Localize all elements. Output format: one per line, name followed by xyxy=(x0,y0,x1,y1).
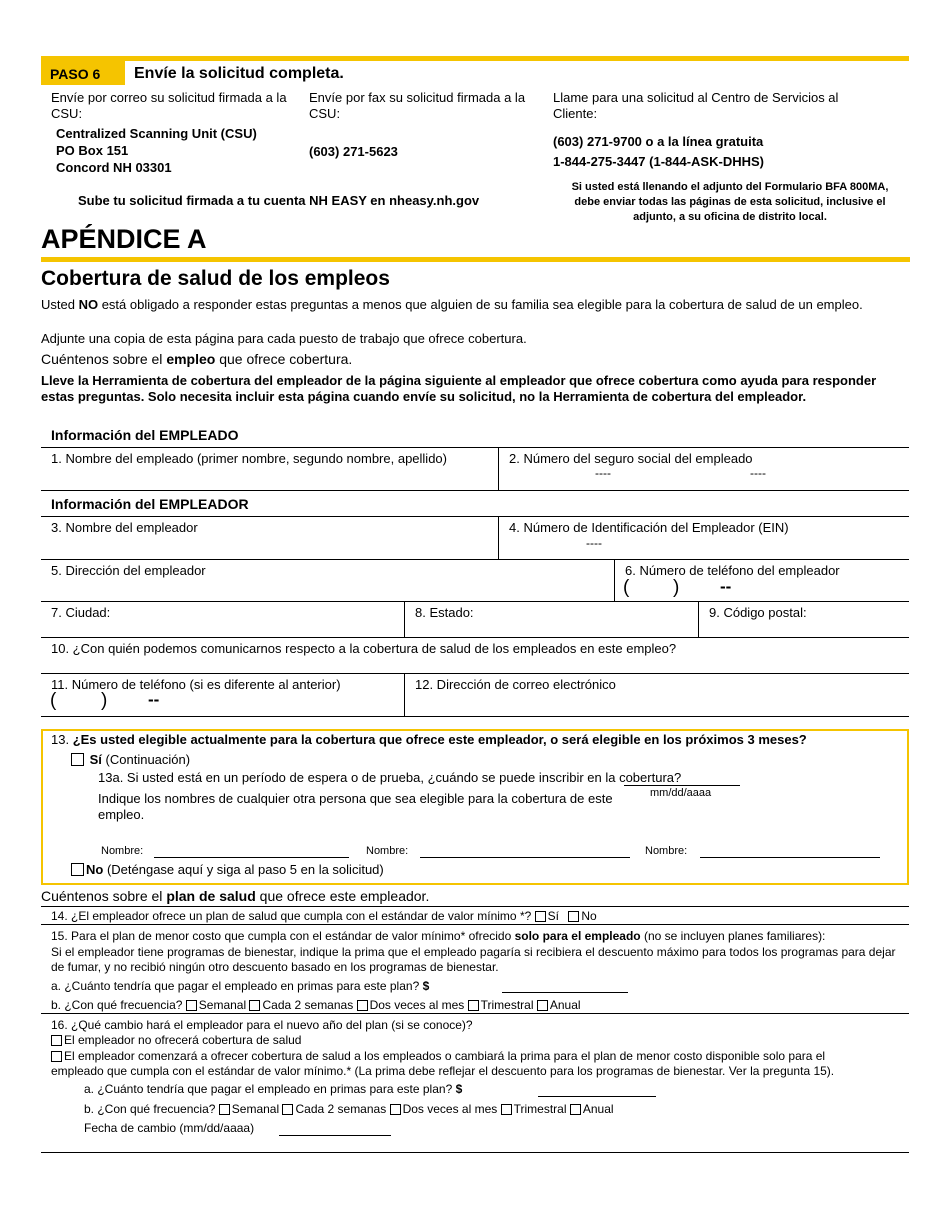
tell-pre: Cuéntenos sobre el xyxy=(41,351,167,367)
q16-opt1-label: El empleador no ofrecerá cobertura de salud xyxy=(64,1033,302,1047)
freq-checkbox-twice-monthly[interactable] xyxy=(357,1000,368,1011)
intro-pre: Usted xyxy=(41,297,79,312)
q13-text: ¿Es usted elegible actualmente para la cobertura que ofrece este empleador, o será elegible en los próximos 3 meses? xyxy=(72,732,807,747)
no-label: No xyxy=(86,862,104,877)
q15-bold: solo para el empleado xyxy=(514,929,641,943)
step-label: PASO 6 xyxy=(50,66,101,82)
q16a-amount-line[interactable] xyxy=(538,1096,656,1097)
q16-opt2-label: El empleador comenzará a ofrecer cobertura de salud a los empleados o cambiará la prima para el plan de menor costo disponible solo para el empleado que cumpla con el estándar de valor mínimo.* (La prima debe reflejar el descuento para los programas de bienestar. Ver la pregunta 15). xyxy=(51,1049,835,1078)
q16-freq-twice-monthly: Dos veces al mes xyxy=(402,1102,498,1116)
alt-phone-field[interactable] xyxy=(41,673,405,716)
q13a-date-line[interactable] xyxy=(624,785,740,786)
alt-phone-dash: -- xyxy=(148,690,160,709)
mail-address xyxy=(56,125,257,176)
divider xyxy=(41,924,909,925)
q13-others: Indique los nombres de cualquier otra persona que sea elegible para la cobertura de este empleo. xyxy=(98,791,613,822)
plan-tell-pre: Cuéntenos sobre el xyxy=(41,888,167,904)
upload-note: Sube tu solicitud firmada a tu cuenta NH EASY en nheasy.nh.gov xyxy=(78,193,480,208)
employee-name-field[interactable] xyxy=(41,447,499,490)
yes-label: Sí xyxy=(89,752,102,767)
freq-checkbox-biweekly[interactable] xyxy=(249,1000,260,1011)
alt-phone-open: ( xyxy=(50,690,57,711)
bfa-note: Si usted está llenando el adjunto del Formulario BFA 800MA, debe enviar todas las páginas de esta solicitud, inclusive el adjunto, a su oficina de distrito local. xyxy=(571,181,889,223)
change-date-line[interactable] xyxy=(279,1135,391,1136)
change-date-label: Fecha de cambio (mm/dd/aaaa) xyxy=(84,1121,255,1135)
appendix-tell xyxy=(41,351,352,367)
employer-phone-label: 6. Número de teléfono del empleador xyxy=(625,563,840,578)
divider xyxy=(41,716,909,717)
employee-name-label: 1. Nombre del empleado (primer nombre, segundo nombre, apellido) xyxy=(51,451,447,466)
q13-yes-option[interactable] xyxy=(71,752,190,767)
employer-phone-open: ( xyxy=(623,577,630,598)
appendix-instruction: Lleve la Herramienta de cobertura del empleador de la página siguiente al empleador que ofrece cobertura como ayuda para responder estas preguntas. Solo necesita incluir esta página cuando envíe su solicitud, no la Herramienta de cobertura del empleador. xyxy=(41,373,877,404)
employer-phone-close: ) xyxy=(673,577,680,598)
mail-address-line: Centralized Scanning Unit (CSU) xyxy=(56,126,257,141)
yes-checkbox[interactable] xyxy=(71,753,84,766)
q16-freq-biweekly: Cada 2 semanas xyxy=(295,1102,387,1116)
plan-tell-bold: plan de salud xyxy=(166,888,256,904)
email-label: 12. Dirección de correo electrónico xyxy=(415,677,616,692)
q16-opt2-checkbox[interactable] xyxy=(51,1051,62,1062)
q15a-amount-line[interactable] xyxy=(502,992,628,993)
q14-yes-checkbox[interactable] xyxy=(535,911,546,922)
appendix-attach: Adjunte una copia de esta página para cada puesto de trabajo que ofrece cobertura. xyxy=(41,331,527,346)
q14-no-checkbox[interactable] xyxy=(568,911,579,922)
mail-address-line: PO Box 151 xyxy=(56,143,129,158)
freq-checkbox-annual[interactable] xyxy=(537,1000,548,1011)
email-field[interactable] xyxy=(405,673,909,716)
plan-tell-post: que ofrece este empleador. xyxy=(255,888,430,904)
q15a-dollar: $ xyxy=(422,979,430,993)
q16a xyxy=(84,1082,462,1096)
zip-field[interactable] xyxy=(699,601,909,637)
freq-biweekly: Cada 2 semanas xyxy=(262,998,354,1012)
q15b-text: b. ¿Con qué frecuencia? xyxy=(51,998,183,1012)
q16-opt1-checkbox[interactable] xyxy=(51,1035,62,1046)
ein-dash: ---- xyxy=(586,536,602,550)
city-label: 7. Ciudad: xyxy=(51,605,111,620)
freq-checkbox-quarterly[interactable] xyxy=(468,1000,479,1011)
name-label-2: Nombre: xyxy=(366,845,409,857)
q14-text: 14. ¿El empleador ofrece un plan de salud que cumpla con el estándar de valor mínimo *? xyxy=(51,909,532,923)
name-line-3[interactable] xyxy=(700,857,880,858)
name-label-1: Nombre: xyxy=(101,845,144,857)
q16b xyxy=(84,1102,614,1116)
employer-name-label: 3. Nombre del empleador xyxy=(51,520,198,535)
fax-number: (603) 271-5623 xyxy=(309,144,398,159)
divider xyxy=(41,1013,909,1014)
q15a xyxy=(51,979,429,993)
q16-freq-checkbox-weekly[interactable] xyxy=(219,1104,230,1115)
q15-heading xyxy=(51,929,825,943)
tell-post: que ofrece cobertura. xyxy=(215,351,353,367)
q16-option-1 xyxy=(51,1033,301,1047)
employer-heading: Información del EMPLEADOR xyxy=(51,496,249,512)
q16-option-2 xyxy=(51,1049,881,1079)
freq-twice-monthly: Dos veces al mes xyxy=(369,998,465,1012)
appendix-intro xyxy=(41,297,901,313)
alt-phone-label: 11. Número de teléfono (si es diferente al anterior) xyxy=(51,677,341,692)
employee-ssn-label: 2. Número del seguro social del empleado xyxy=(509,451,753,466)
call-instructions: Llame para una solicitud al Centro de Servicios al Cliente: xyxy=(553,90,839,121)
freq-weekly: Semanal xyxy=(198,998,247,1012)
call-phone-2: 1-844-275-3447 (1-844-ASK-DHHS) xyxy=(553,154,764,169)
intro-bold: NO xyxy=(78,297,99,312)
page-bottom-rule xyxy=(41,1152,909,1153)
q16b-text: b. ¿Con qué frecuencia? xyxy=(84,1102,216,1116)
appendix-subtitle: Cobertura de salud de los empleos xyxy=(41,267,390,290)
call-phone-1: (603) 271-9700 o a la línea gratuita xyxy=(553,134,764,149)
ssn-dash-1: ---- xyxy=(595,466,611,480)
q16a-text: a. ¿Cuánto tendría que pagar el empleado en primas para este plan? xyxy=(84,1082,453,1096)
state-label: 8. Estado: xyxy=(415,605,474,620)
q16-freq-quarterly: Trimestral xyxy=(513,1102,567,1116)
divider xyxy=(41,906,909,907)
tell-bold: empleo xyxy=(166,351,216,367)
freq-quarterly: Trimestral xyxy=(480,998,534,1012)
divider xyxy=(41,490,909,491)
q13a-date-hint: mm/dd/aaaa xyxy=(650,787,712,799)
q16-freq-checkbox-annual[interactable] xyxy=(570,1104,581,1115)
mail-instructions: Envíe por correo su solicitud firmada a la CSU: xyxy=(51,90,287,121)
employer-phone-dash: -- xyxy=(720,577,732,596)
no-note: (Deténgase aquí y siga al paso 5 en la solicitud) xyxy=(103,862,384,877)
name-line-1[interactable] xyxy=(154,857,349,858)
employee-heading: Información del EMPLEADO xyxy=(51,427,239,443)
step-title: Envíe la solicitud completa. xyxy=(134,65,344,82)
employer-address-field[interactable] xyxy=(41,559,615,601)
appendix-rule xyxy=(41,257,910,262)
name-line-2[interactable] xyxy=(420,857,630,858)
city-field[interactable] xyxy=(41,601,405,637)
q13a-text: 13a. Si usted está en un período de espera o de prueba, ¿cuándo se puede inscribir en la cobertura? xyxy=(98,770,682,785)
q14 xyxy=(51,909,597,923)
name-label-3: Nombre: xyxy=(645,845,688,857)
q15-text: Si el empleador tiene programas de bienestar, indique la prima que el empleado pagaría si recibiera el descuento máximo para todos los programas para dejar de fumar, y no recibió ningún otro descuento basado en los programas de bienestar. xyxy=(51,945,896,974)
q16-freq-annual: Anual xyxy=(582,1102,614,1116)
employer-address-label: 5. Dirección del empleador xyxy=(51,563,206,578)
employer-phone-field[interactable] xyxy=(615,559,909,601)
state-field[interactable] xyxy=(405,601,699,637)
q15-post: (no se incluyen planes familiares): xyxy=(640,929,826,943)
q14-yes-label: Sí xyxy=(547,909,559,923)
employer-ein-field[interactable] xyxy=(499,516,909,559)
yes-note: (Continuación) xyxy=(101,752,191,767)
q13-num: 13. xyxy=(51,732,73,747)
fax-instructions: Envíe por fax su solicitud firmada a la CSU: xyxy=(309,90,526,121)
employer-ein-label: 4. Número de Identificación del Empleador (EIN) xyxy=(509,520,789,535)
freq-annual: Anual xyxy=(549,998,581,1012)
no-checkbox[interactable] xyxy=(71,863,84,876)
plan-tell xyxy=(41,888,429,904)
mail-address-line: Concord NH 03301 xyxy=(56,160,172,175)
q15-pre: 15. Para el plan de menor costo que cumpla con el estándar de valor mínimo* ofrecido xyxy=(51,929,515,943)
q16-heading: 16. ¿Qué cambio hará el empleador para el nuevo año del plan (si se conoce)? xyxy=(51,1018,473,1032)
q15b xyxy=(51,998,581,1012)
intro-post: está obligado a responder estas preguntas a menos que alguien de su familia sea elegible para la cobertura de salud de un empleo. xyxy=(98,297,863,312)
q13-no-option[interactable] xyxy=(71,862,384,877)
employer-name-field[interactable] xyxy=(41,516,499,559)
freq-checkbox-weekly[interactable] xyxy=(186,1000,197,1011)
step-top-rule xyxy=(41,56,909,61)
q16a-dollar: $ xyxy=(455,1082,463,1096)
q14-no-label: No xyxy=(581,909,597,923)
contact-field[interactable] xyxy=(41,637,909,673)
q16-freq-checkbox-quarterly[interactable] xyxy=(501,1104,512,1115)
appendix-title: APÉNDICE A xyxy=(41,224,207,254)
contact-label: 10. ¿Con quién podemos comunicarnos respecto a la cobertura de salud de los empleados en este empleo? xyxy=(51,641,677,656)
q15a-text: a. ¿Cuánto tendría que pagar el empleado en primas para este plan? xyxy=(51,979,420,993)
q16-freq-checkbox-biweekly[interactable] xyxy=(282,1104,293,1115)
ssn-dash-2: ---- xyxy=(750,466,766,480)
employee-ssn-field[interactable] xyxy=(499,447,909,490)
q13-question xyxy=(51,732,807,747)
alt-phone-close: ) xyxy=(101,690,108,711)
zip-label: 9. Código postal: xyxy=(709,605,807,620)
q16-freq-checkbox-twice-monthly[interactable] xyxy=(390,1104,401,1115)
q16-freq-weekly: Semanal xyxy=(231,1102,280,1116)
